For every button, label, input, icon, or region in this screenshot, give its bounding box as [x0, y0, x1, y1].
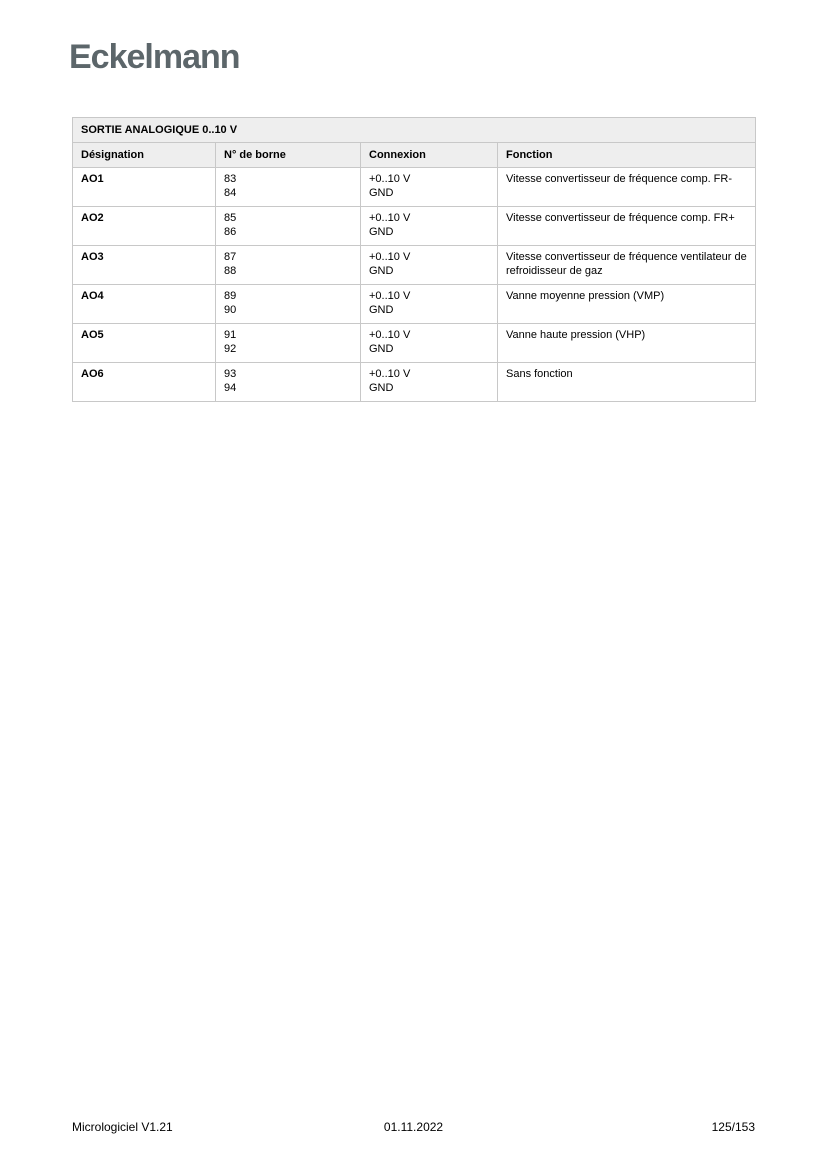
table-header-row	[73, 143, 756, 168]
connexion-cell	[361, 285, 498, 324]
table-row-ao1	[73, 168, 756, 207]
connexion-cell	[361, 207, 498, 246]
fonction-value: Vanne moyenne pression (VMP)	[498, 285, 756, 324]
footer-page-number: 125/153	[711, 1120, 756, 1134]
connexion-cell	[361, 324, 498, 363]
borne-number: 83	[224, 173, 237, 185]
borne-number: 91	[224, 329, 237, 341]
fonction-value: Vitesse convertisseur de fréquence ventilateur de refroidisseur de gaz	[498, 246, 756, 285]
borne-cell	[216, 324, 361, 363]
connexion-cell	[361, 363, 498, 402]
designation-value: AO4	[73, 285, 216, 324]
connexion-ground: GND	[369, 187, 394, 199]
borne-number: 89	[224, 290, 237, 302]
footer-date: 01.11.2022	[383, 1120, 444, 1134]
connexion-cell	[361, 168, 498, 207]
connexion-ground: GND	[369, 304, 394, 316]
connexion-signal: +0..10 V	[369, 290, 411, 302]
borne-number: 88	[224, 265, 237, 277]
borne-cell	[216, 363, 361, 402]
borne-number: 92	[224, 343, 237, 355]
borne-number: 84	[224, 187, 237, 199]
connexion-signal: +0..10 V	[369, 173, 411, 185]
table-row-ao5	[73, 324, 756, 363]
connexion-ground: GND	[369, 265, 394, 277]
table-row-ao3	[73, 246, 756, 285]
borne-number: 85	[224, 212, 237, 224]
connexion-ground: GND	[369, 343, 394, 355]
column-header-fonction: Fonction	[498, 143, 756, 168]
fonction-value: Sans fonction	[498, 363, 756, 402]
connexion-ground: GND	[369, 226, 394, 238]
table-row-ao6	[73, 363, 756, 402]
designation-value: AO1	[73, 168, 216, 207]
column-header-designation: Désignation	[73, 143, 216, 168]
connexion-signal: +0..10 V	[369, 329, 411, 341]
connexion-signal: +0..10 V	[369, 368, 411, 380]
page-footer	[72, 1120, 755, 1135]
borne-number: 93	[224, 368, 237, 380]
connexion-cell	[361, 246, 498, 285]
fonction-value: Vitesse convertisseur de fréquence comp. FR-	[498, 168, 756, 207]
footer-firmware-version: Micrologiciel V1.21	[72, 1120, 173, 1134]
designation-value: AO6	[73, 363, 216, 402]
fonction-value: Vitesse convertisseur de fréquence comp. FR+	[498, 207, 756, 246]
borne-cell	[216, 168, 361, 207]
designation-value: AO3	[73, 246, 216, 285]
borne-number: 90	[224, 304, 237, 316]
connexion-ground: GND	[369, 382, 394, 394]
borne-cell	[216, 207, 361, 246]
connexion-signal: +0..10 V	[369, 251, 411, 263]
table-row-ao2	[73, 207, 756, 246]
borne-cell	[216, 285, 361, 324]
table-title-row	[73, 118, 756, 143]
designation-value: AO5	[73, 324, 216, 363]
borne-cell	[216, 246, 361, 285]
borne-number: 94	[224, 382, 237, 394]
column-header-connexion: Connexion	[361, 143, 498, 168]
borne-number: 87	[224, 251, 237, 263]
analog-output-table	[72, 117, 756, 402]
borne-number: 86	[224, 226, 237, 238]
table-row-ao4	[73, 285, 756, 324]
designation-value: AO2	[73, 207, 216, 246]
fonction-value: Vanne haute pression (VHP)	[498, 324, 756, 363]
eckelmann-logo: Eckelmann	[69, 38, 240, 76]
table-title: SORTIE ANALOGIQUE 0..10 V	[73, 118, 756, 143]
column-header-borne: N° de borne	[216, 143, 361, 168]
connexion-signal: +0..10 V	[369, 212, 411, 224]
